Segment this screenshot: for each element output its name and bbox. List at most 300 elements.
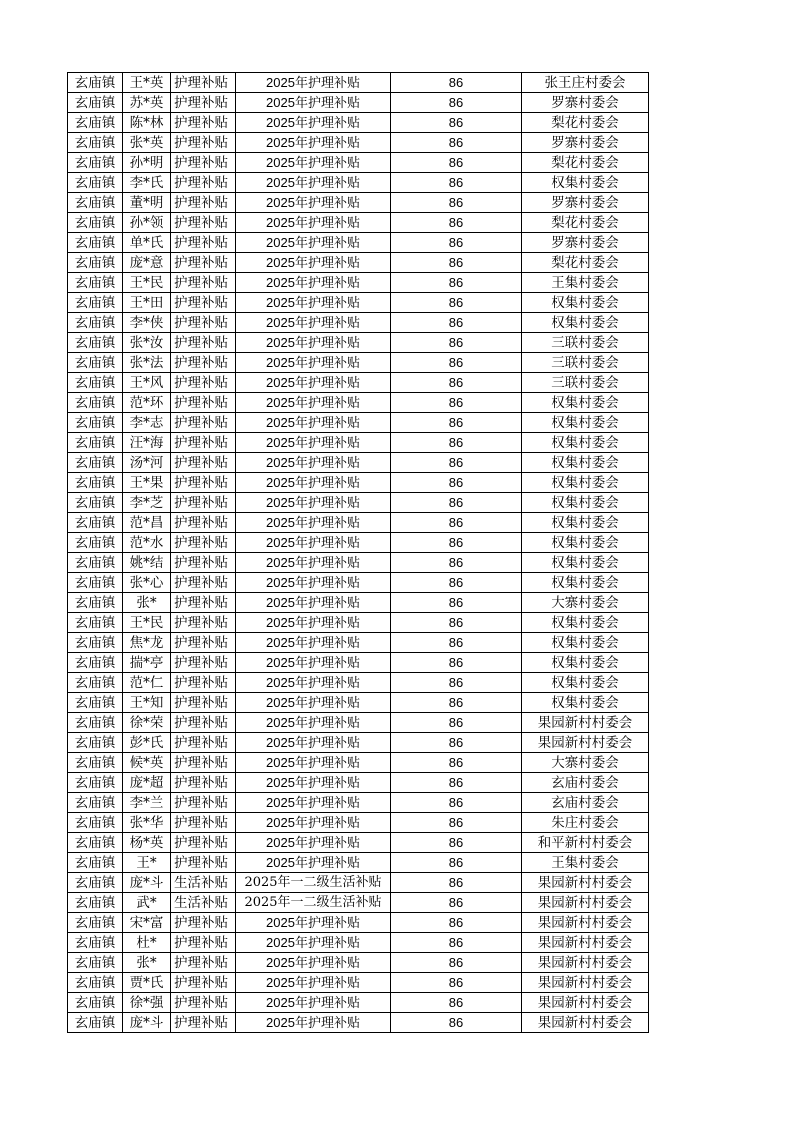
item-cell: 2025年护理补贴 bbox=[236, 333, 391, 353]
name-cell: 李*兰 bbox=[123, 793, 171, 813]
name-cell: 张*华 bbox=[123, 813, 171, 833]
amount-cell: 86 bbox=[391, 93, 522, 113]
village-cell: 权集村委会 bbox=[522, 613, 649, 633]
village-cell: 权集村委会 bbox=[522, 473, 649, 493]
table-row bbox=[68, 893, 649, 913]
category-cell: 护理补贴 bbox=[171, 733, 236, 753]
town-cell: 玄庙镇 bbox=[68, 793, 123, 813]
village-cell: 罗寨村委会 bbox=[522, 233, 649, 253]
name-cell: 张* bbox=[123, 953, 171, 973]
amount-cell: 86 bbox=[391, 793, 522, 813]
amount-cell: 86 bbox=[391, 673, 522, 693]
amount-cell: 86 bbox=[391, 233, 522, 253]
amount-cell: 86 bbox=[391, 833, 522, 853]
item-cell: 2025年护理补贴 bbox=[236, 453, 391, 473]
item-cell: 2025年护理补贴 bbox=[236, 213, 391, 233]
amount-cell: 86 bbox=[391, 333, 522, 353]
name-cell: 王*知 bbox=[123, 693, 171, 713]
table-row bbox=[68, 273, 649, 293]
town-cell: 玄庙镇 bbox=[68, 993, 123, 1013]
item-cell: 2025年护理补贴 bbox=[236, 573, 391, 593]
item-cell: 2025年护理补贴 bbox=[236, 793, 391, 813]
village-cell: 三联村委会 bbox=[522, 353, 649, 373]
village-cell: 大寨村委会 bbox=[522, 593, 649, 613]
table-row bbox=[68, 313, 649, 333]
name-cell: 王*民 bbox=[123, 613, 171, 633]
item-cell: 2025年护理补贴 bbox=[236, 293, 391, 313]
item-cell: 2025年护理补贴 bbox=[236, 433, 391, 453]
amount-cell: 86 bbox=[391, 933, 522, 953]
village-cell: 权集村委会 bbox=[522, 553, 649, 573]
amount-cell: 86 bbox=[391, 913, 522, 933]
village-cell: 罗寨村委会 bbox=[522, 93, 649, 113]
town-cell: 玄庙镇 bbox=[68, 633, 123, 653]
name-cell: 徐*强 bbox=[123, 993, 171, 1013]
village-cell: 王集村委会 bbox=[522, 273, 649, 293]
village-cell: 果园新村村委会 bbox=[522, 733, 649, 753]
name-cell: 揣*亭 bbox=[123, 653, 171, 673]
category-cell: 护理补贴 bbox=[171, 313, 236, 333]
village-cell: 罗寨村委会 bbox=[522, 193, 649, 213]
amount-cell: 86 bbox=[391, 113, 522, 133]
item-cell: 2025年护理补贴 bbox=[236, 313, 391, 333]
amount-cell: 86 bbox=[391, 573, 522, 593]
amount-cell: 86 bbox=[391, 153, 522, 173]
town-cell: 玄庙镇 bbox=[68, 353, 123, 373]
amount-cell: 86 bbox=[391, 133, 522, 153]
category-cell: 护理补贴 bbox=[171, 993, 236, 1013]
village-cell: 和平新村村委会 bbox=[522, 833, 649, 853]
category-cell: 护理补贴 bbox=[171, 93, 236, 113]
village-cell: 玄庙村委会 bbox=[522, 773, 649, 793]
amount-cell: 86 bbox=[391, 593, 522, 613]
town-cell: 玄庙镇 bbox=[68, 673, 123, 693]
amount-cell: 86 bbox=[391, 273, 522, 293]
town-cell: 玄庙镇 bbox=[68, 833, 123, 853]
village-cell: 果园新村村委会 bbox=[522, 953, 649, 973]
item-cell: 2025年护理补贴 bbox=[236, 653, 391, 673]
town-cell: 玄庙镇 bbox=[68, 933, 123, 953]
table-row bbox=[68, 453, 649, 473]
amount-cell: 86 bbox=[391, 313, 522, 333]
table-row bbox=[68, 993, 649, 1013]
name-cell: 李*侠 bbox=[123, 313, 171, 333]
village-cell: 张王庄村委会 bbox=[522, 73, 649, 93]
name-cell: 汪*海 bbox=[123, 433, 171, 453]
item-cell: 2025年护理补贴 bbox=[236, 713, 391, 733]
table-row bbox=[68, 493, 649, 513]
category-cell: 护理补贴 bbox=[171, 493, 236, 513]
category-cell: 护理补贴 bbox=[171, 473, 236, 493]
table-row bbox=[68, 753, 649, 773]
category-cell: 护理补贴 bbox=[171, 213, 236, 233]
town-cell: 玄庙镇 bbox=[68, 753, 123, 773]
table-row bbox=[68, 673, 649, 693]
table-row bbox=[68, 353, 649, 373]
table-row bbox=[68, 333, 649, 353]
amount-cell: 86 bbox=[391, 613, 522, 633]
amount-cell: 86 bbox=[391, 253, 522, 273]
category-cell: 护理补贴 bbox=[171, 413, 236, 433]
town-cell: 玄庙镇 bbox=[68, 613, 123, 633]
name-cell: 范*环 bbox=[123, 393, 171, 413]
town-cell: 玄庙镇 bbox=[68, 513, 123, 533]
category-cell: 护理补贴 bbox=[171, 793, 236, 813]
name-cell: 王*果 bbox=[123, 473, 171, 493]
name-cell: 汤*河 bbox=[123, 453, 171, 473]
name-cell: 李*氏 bbox=[123, 173, 171, 193]
category-cell: 护理补贴 bbox=[171, 133, 236, 153]
town-cell: 玄庙镇 bbox=[68, 433, 123, 453]
item-cell: 2025年护理补贴 bbox=[236, 93, 391, 113]
village-cell: 果园新村村委会 bbox=[522, 913, 649, 933]
category-cell: 护理补贴 bbox=[171, 173, 236, 193]
name-cell: 杨*英 bbox=[123, 833, 171, 853]
town-cell: 玄庙镇 bbox=[68, 593, 123, 613]
amount-cell: 86 bbox=[391, 493, 522, 513]
item-cell: 2025年护理补贴 bbox=[236, 913, 391, 933]
table-row bbox=[68, 733, 649, 753]
item-cell: 2025年护理补贴 bbox=[236, 273, 391, 293]
village-cell: 权集村委会 bbox=[522, 413, 649, 433]
village-cell: 权集村委会 bbox=[522, 293, 649, 313]
category-cell: 护理补贴 bbox=[171, 1013, 236, 1033]
category-cell: 护理补贴 bbox=[171, 693, 236, 713]
table-row bbox=[68, 933, 649, 953]
name-cell: 董*明 bbox=[123, 193, 171, 213]
table-row bbox=[68, 253, 649, 273]
town-cell: 玄庙镇 bbox=[68, 733, 123, 753]
town-cell: 玄庙镇 bbox=[68, 213, 123, 233]
category-cell: 护理补贴 bbox=[171, 833, 236, 853]
category-cell: 护理补贴 bbox=[171, 153, 236, 173]
town-cell: 玄庙镇 bbox=[68, 873, 123, 893]
town-cell: 玄庙镇 bbox=[68, 713, 123, 733]
item-cell: 2025年护理补贴 bbox=[236, 513, 391, 533]
category-cell: 护理补贴 bbox=[171, 393, 236, 413]
name-cell: 李*志 bbox=[123, 413, 171, 433]
name-cell: 范*昌 bbox=[123, 513, 171, 533]
category-cell: 护理补贴 bbox=[171, 273, 236, 293]
category-cell: 护理补贴 bbox=[171, 113, 236, 133]
item-cell: 2025年一二级生活补贴 bbox=[236, 893, 391, 913]
village-cell: 王集村委会 bbox=[522, 853, 649, 873]
table-row bbox=[68, 573, 649, 593]
table-row bbox=[68, 773, 649, 793]
category-cell: 护理补贴 bbox=[171, 593, 236, 613]
village-cell: 梨花村委会 bbox=[522, 213, 649, 233]
name-cell: 王*英 bbox=[123, 73, 171, 93]
name-cell: 庞*斗 bbox=[123, 873, 171, 893]
town-cell: 玄庙镇 bbox=[68, 253, 123, 273]
table-body bbox=[68, 73, 649, 1033]
name-cell: 李*芝 bbox=[123, 493, 171, 513]
town-cell: 玄庙镇 bbox=[68, 153, 123, 173]
item-cell: 2025年护理补贴 bbox=[236, 953, 391, 973]
table-row bbox=[68, 73, 649, 93]
category-cell: 护理补贴 bbox=[171, 853, 236, 873]
category-cell: 护理补贴 bbox=[171, 353, 236, 373]
name-cell: 庞*意 bbox=[123, 253, 171, 273]
item-cell: 2025年护理补贴 bbox=[236, 693, 391, 713]
item-cell: 2025年护理补贴 bbox=[236, 173, 391, 193]
table-row bbox=[68, 713, 649, 733]
village-cell: 权集村委会 bbox=[522, 173, 649, 193]
category-cell: 护理补贴 bbox=[171, 553, 236, 573]
table-row bbox=[68, 653, 649, 673]
name-cell: 候*英 bbox=[123, 753, 171, 773]
village-cell: 罗寨村委会 bbox=[522, 133, 649, 153]
name-cell: 王*民 bbox=[123, 273, 171, 293]
table-row bbox=[68, 953, 649, 973]
item-cell: 2025年护理补贴 bbox=[236, 473, 391, 493]
table-row bbox=[68, 633, 649, 653]
category-cell: 护理补贴 bbox=[171, 453, 236, 473]
amount-cell: 86 bbox=[391, 993, 522, 1013]
amount-cell: 86 bbox=[391, 693, 522, 713]
town-cell: 玄庙镇 bbox=[68, 173, 123, 193]
amount-cell: 86 bbox=[391, 173, 522, 193]
table-row bbox=[68, 913, 649, 933]
amount-cell: 86 bbox=[391, 553, 522, 573]
name-cell: 庞*超 bbox=[123, 773, 171, 793]
amount-cell: 86 bbox=[391, 533, 522, 553]
village-cell: 果园新村村委会 bbox=[522, 893, 649, 913]
category-cell: 护理补贴 bbox=[171, 713, 236, 733]
amount-cell: 86 bbox=[391, 473, 522, 493]
town-cell: 玄庙镇 bbox=[68, 653, 123, 673]
category-cell: 护理补贴 bbox=[171, 373, 236, 393]
amount-cell: 86 bbox=[391, 193, 522, 213]
village-cell: 果园新村村委会 bbox=[522, 1013, 649, 1033]
category-cell: 护理补贴 bbox=[171, 673, 236, 693]
table-row bbox=[68, 113, 649, 133]
village-cell: 权集村委会 bbox=[522, 633, 649, 653]
table-row bbox=[68, 533, 649, 553]
amount-cell: 86 bbox=[391, 353, 522, 373]
table-row bbox=[68, 873, 649, 893]
name-cell: 贾*氏 bbox=[123, 973, 171, 993]
table-row bbox=[68, 1013, 649, 1033]
item-cell: 2025年护理补贴 bbox=[236, 233, 391, 253]
category-cell: 护理补贴 bbox=[171, 933, 236, 953]
name-cell: 王*风 bbox=[123, 373, 171, 393]
town-cell: 玄庙镇 bbox=[68, 553, 123, 573]
item-cell: 2025年护理补贴 bbox=[236, 773, 391, 793]
amount-cell: 86 bbox=[391, 513, 522, 533]
item-cell: 2025年护理补贴 bbox=[236, 193, 391, 213]
item-cell: 2025年护理补贴 bbox=[236, 533, 391, 553]
category-cell: 护理补贴 bbox=[171, 653, 236, 673]
item-cell: 2025年护理补贴 bbox=[236, 1013, 391, 1033]
table-row bbox=[68, 553, 649, 573]
item-cell: 2025年护理补贴 bbox=[236, 73, 391, 93]
village-cell: 朱庄村委会 bbox=[522, 813, 649, 833]
village-cell: 权集村委会 bbox=[522, 313, 649, 333]
amount-cell: 86 bbox=[391, 893, 522, 913]
table-row bbox=[68, 213, 649, 233]
amount-cell: 86 bbox=[391, 813, 522, 833]
category-cell: 护理补贴 bbox=[171, 233, 236, 253]
name-cell: 单*氏 bbox=[123, 233, 171, 253]
category-cell: 护理补贴 bbox=[171, 333, 236, 353]
amount-cell: 86 bbox=[391, 633, 522, 653]
village-cell: 权集村委会 bbox=[522, 573, 649, 593]
amount-cell: 86 bbox=[391, 373, 522, 393]
town-cell: 玄庙镇 bbox=[68, 273, 123, 293]
category-cell: 护理补贴 bbox=[171, 613, 236, 633]
town-cell: 玄庙镇 bbox=[68, 313, 123, 333]
item-cell: 2025年护理补贴 bbox=[236, 673, 391, 693]
item-cell: 2025年护理补贴 bbox=[236, 593, 391, 613]
table-row bbox=[68, 833, 649, 853]
name-cell: 彭*氏 bbox=[123, 733, 171, 753]
village-cell: 权集村委会 bbox=[522, 493, 649, 513]
item-cell: 2025年护理补贴 bbox=[236, 733, 391, 753]
item-cell: 2025年护理补贴 bbox=[236, 853, 391, 873]
town-cell: 玄庙镇 bbox=[68, 413, 123, 433]
village-cell: 权集村委会 bbox=[522, 453, 649, 473]
name-cell: 张*汝 bbox=[123, 333, 171, 353]
village-cell: 果园新村村委会 bbox=[522, 993, 649, 1013]
subsidy-table bbox=[67, 72, 649, 1033]
town-cell: 玄庙镇 bbox=[68, 853, 123, 873]
town-cell: 玄庙镇 bbox=[68, 973, 123, 993]
table-row bbox=[68, 153, 649, 173]
village-cell: 权集村委会 bbox=[522, 393, 649, 413]
town-cell: 玄庙镇 bbox=[68, 113, 123, 133]
village-cell: 三联村委会 bbox=[522, 333, 649, 353]
amount-cell: 86 bbox=[391, 853, 522, 873]
name-cell: 王* bbox=[123, 853, 171, 873]
item-cell: 2025年护理补贴 bbox=[236, 153, 391, 173]
village-cell: 三联村委会 bbox=[522, 373, 649, 393]
item-cell: 2025年护理补贴 bbox=[236, 413, 391, 433]
table-row bbox=[68, 433, 649, 453]
town-cell: 玄庙镇 bbox=[68, 73, 123, 93]
amount-cell: 86 bbox=[391, 773, 522, 793]
town-cell: 玄庙镇 bbox=[68, 533, 123, 553]
name-cell: 武* bbox=[123, 893, 171, 913]
item-cell: 2025年护理补贴 bbox=[236, 813, 391, 833]
name-cell: 姚*结 bbox=[123, 553, 171, 573]
name-cell: 范*仁 bbox=[123, 673, 171, 693]
category-cell: 护理补贴 bbox=[171, 973, 236, 993]
table-row bbox=[68, 973, 649, 993]
item-cell: 2025年护理补贴 bbox=[236, 353, 391, 373]
town-cell: 玄庙镇 bbox=[68, 93, 123, 113]
table-row bbox=[68, 813, 649, 833]
village-cell: 权集村委会 bbox=[522, 513, 649, 533]
table-row bbox=[68, 513, 649, 533]
item-cell: 2025年护理补贴 bbox=[236, 553, 391, 573]
item-cell: 2025年护理补贴 bbox=[236, 113, 391, 133]
table-row bbox=[68, 413, 649, 433]
name-cell: 孙*领 bbox=[123, 213, 171, 233]
amount-cell: 86 bbox=[391, 453, 522, 473]
category-cell: 护理补贴 bbox=[171, 293, 236, 313]
table-row bbox=[68, 693, 649, 713]
village-cell: 大寨村委会 bbox=[522, 753, 649, 773]
item-cell: 2025年护理补贴 bbox=[236, 993, 391, 1013]
category-cell: 生活补贴 bbox=[171, 873, 236, 893]
town-cell: 玄庙镇 bbox=[68, 193, 123, 213]
name-cell: 焦*龙 bbox=[123, 633, 171, 653]
village-cell: 梨花村委会 bbox=[522, 153, 649, 173]
category-cell: 护理补贴 bbox=[171, 513, 236, 533]
town-cell: 玄庙镇 bbox=[68, 133, 123, 153]
table-row bbox=[68, 173, 649, 193]
item-cell: 2025年护理补贴 bbox=[236, 393, 391, 413]
town-cell: 玄庙镇 bbox=[68, 373, 123, 393]
table-row bbox=[68, 793, 649, 813]
village-cell: 果园新村村委会 bbox=[522, 873, 649, 893]
table-row bbox=[68, 193, 649, 213]
table-row bbox=[68, 93, 649, 113]
town-cell: 玄庙镇 bbox=[68, 913, 123, 933]
table-row bbox=[68, 373, 649, 393]
village-cell: 权集村委会 bbox=[522, 673, 649, 693]
village-cell: 果园新村村委会 bbox=[522, 713, 649, 733]
category-cell: 护理补贴 bbox=[171, 433, 236, 453]
amount-cell: 86 bbox=[391, 413, 522, 433]
amount-cell: 86 bbox=[391, 1013, 522, 1033]
category-cell: 护理补贴 bbox=[171, 813, 236, 833]
village-cell: 权集村委会 bbox=[522, 533, 649, 553]
name-cell: 杜* bbox=[123, 933, 171, 953]
table-row bbox=[68, 613, 649, 633]
item-cell: 2025年护理补贴 bbox=[236, 833, 391, 853]
village-cell: 梨花村委会 bbox=[522, 253, 649, 273]
name-cell: 孙*明 bbox=[123, 153, 171, 173]
table-row bbox=[68, 233, 649, 253]
amount-cell: 86 bbox=[391, 713, 522, 733]
town-cell: 玄庙镇 bbox=[68, 693, 123, 713]
item-cell: 2025年一二级生活补贴 bbox=[236, 873, 391, 893]
town-cell: 玄庙镇 bbox=[68, 813, 123, 833]
town-cell: 玄庙镇 bbox=[68, 773, 123, 793]
name-cell: 范*水 bbox=[123, 533, 171, 553]
amount-cell: 86 bbox=[391, 293, 522, 313]
table-row bbox=[68, 853, 649, 873]
category-cell: 护理补贴 bbox=[171, 193, 236, 213]
amount-cell: 86 bbox=[391, 753, 522, 773]
table-row bbox=[68, 473, 649, 493]
amount-cell: 86 bbox=[391, 73, 522, 93]
category-cell: 护理补贴 bbox=[171, 533, 236, 553]
item-cell: 2025年护理补贴 bbox=[236, 253, 391, 273]
amount-cell: 86 bbox=[391, 733, 522, 753]
name-cell: 张*英 bbox=[123, 133, 171, 153]
name-cell: 陈*林 bbox=[123, 113, 171, 133]
village-cell: 果园新村村委会 bbox=[522, 973, 649, 993]
name-cell: 张* bbox=[123, 593, 171, 613]
village-cell: 权集村委会 bbox=[522, 653, 649, 673]
category-cell: 护理补贴 bbox=[171, 633, 236, 653]
name-cell: 王*田 bbox=[123, 293, 171, 313]
category-cell: 护理补贴 bbox=[171, 753, 236, 773]
amount-cell: 86 bbox=[391, 653, 522, 673]
village-cell: 梨花村委会 bbox=[522, 113, 649, 133]
item-cell: 2025年护理补贴 bbox=[236, 933, 391, 953]
town-cell: 玄庙镇 bbox=[68, 393, 123, 413]
town-cell: 玄庙镇 bbox=[68, 893, 123, 913]
name-cell: 张*法 bbox=[123, 353, 171, 373]
category-cell: 生活补贴 bbox=[171, 893, 236, 913]
category-cell: 护理补贴 bbox=[171, 73, 236, 93]
name-cell: 庞*斗 bbox=[123, 1013, 171, 1033]
item-cell: 2025年护理补贴 bbox=[236, 633, 391, 653]
